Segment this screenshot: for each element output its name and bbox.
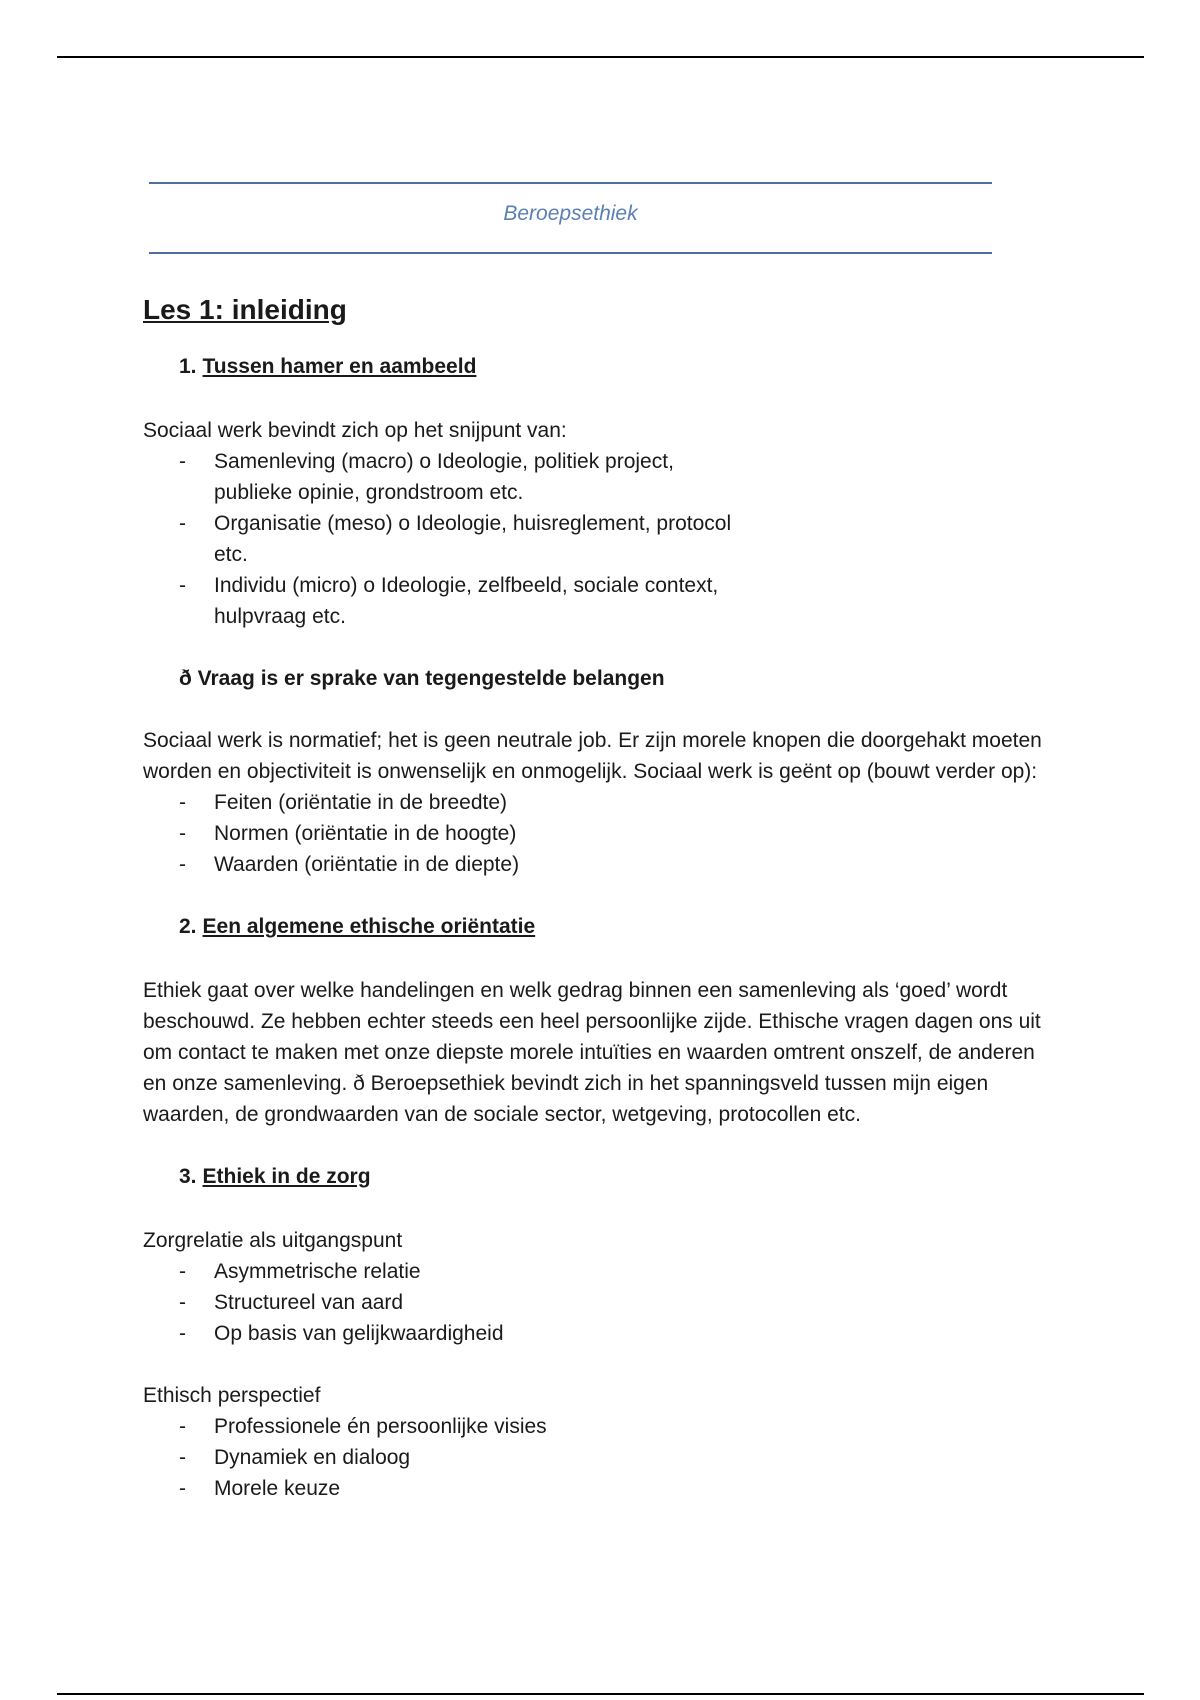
title-rule-top [149,182,992,184]
list-item: - Normen (oriëntatie in de hoogte) [143,818,1063,849]
lesson-title: Les 1: inleiding [143,294,347,325]
list-item: - Professionele én persoonlijke visies [143,1411,1063,1442]
list-item: - Samenleving (macro) o Ideologie, politiek project, publieke opinie, grondstroom etc. [143,446,734,508]
list-item: - Organisatie (meso) o Ideologie, huisreglement, protocol etc. [143,508,734,570]
orientatie-list [143,787,1063,880]
list-item: - Feiten (oriëntatie in de breedte) [143,787,1063,818]
snijpunt-list [143,446,1063,632]
section-number: 3. [179,1165,197,1188]
section-title: Ethiek in de zorg [202,1165,371,1188]
document-title: Beroepsethiek [503,202,638,225]
perspectief-list [143,1411,1063,1504]
section-title: Een algemene ethische oriëntatie [202,915,536,938]
title-rule-bottom [149,252,992,254]
list-item: - Structureel van aard [143,1287,1063,1318]
list-item: - Dynamiek en dialoog [143,1442,1063,1473]
list-item: - Asymmetrische relatie [143,1256,1063,1287]
normatief-paragraph: Sociaal werk is normatief; het is geen neutrale job. Er zijn morele knopen die doorgehakt moeten worden en objectiviteit is onwenselijk en onmogelijk. Sociaal werk is geënt op (bouwt verder op): [143,729,1042,783]
section-number: 1. [179,355,197,378]
list-item: - Waarden (oriëntatie in de diepte) [143,849,1063,880]
ethiek-paragraph: Ethiek gaat over welke handelingen en welk gedrag binnen een samenleving als ‘goed’ wordt beschouwd. Ze hebben echter steeds een heel persoonlijke zijde. Ethische vragen dagen ons uit om contact te maken met onze diepste morele intuïties en waarden omtrent onszelf, de anderen en onze samenleving. ð Beroepsethiek bevindt zich in het spanningsveld tussen mijn eigen waarden, de grondwaarden van de sociale sector, wetgeving, protocollen etc. [143,979,1041,1126]
perspectief-title: Ethisch perspectief [143,1384,321,1407]
conclusion-arrow-line: ð Vraag is er sprake van tegengestelde belangen [179,667,665,690]
section-title: Tussen hamer en aambeeld [202,355,477,378]
list-item: - Individu (micro) o Ideologie, zelfbeeld, sociale context, hulpvraag etc. [143,570,734,632]
document-body [143,290,1063,1504]
page-top-rule [57,56,1144,58]
section-1-intro: Sociaal werk bevindt zich op het snijpunt van: [143,419,567,442]
page-bottom-rule [57,1693,1144,1695]
section-number: 2. [179,915,197,938]
section-1-heading [143,351,1063,382]
section-2-heading [143,911,1063,942]
zorgrelatie-title: Zorgrelatie als uitgangspunt [143,1229,403,1252]
section-3-heading [143,1161,1063,1192]
list-item: - Morele keuze [143,1473,1063,1504]
list-item: - Op basis van gelijkwaardigheid [143,1318,1063,1349]
zorgrelatie-list [143,1256,1063,1349]
